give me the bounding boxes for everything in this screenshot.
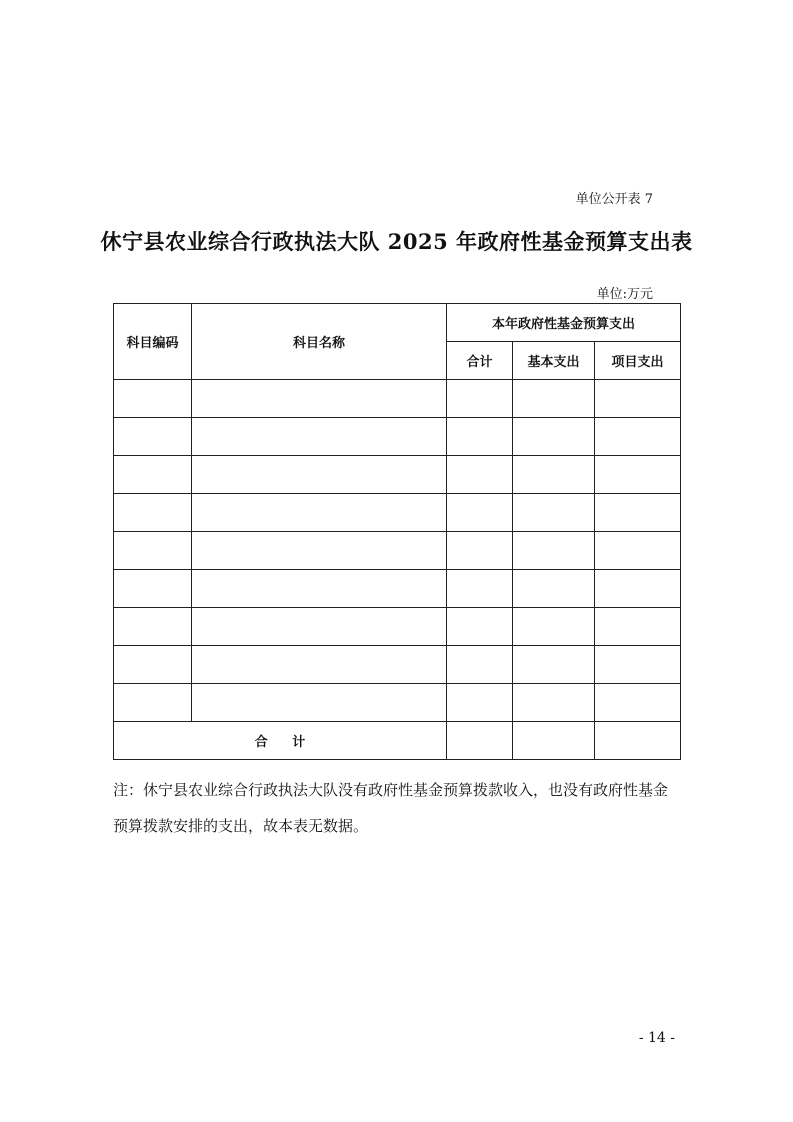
table-row [114,608,681,646]
table-cell [192,684,447,722]
header-basic: 基本支出 [513,342,595,380]
table-cell [114,418,192,456]
table-cell [513,608,595,646]
table-cell [447,570,513,608]
document-title: 休宁县农业综合行政执法大队 2025 年政府性基金预算支出表 [100,229,693,254]
table-cell [447,380,513,418]
table-row [114,418,681,456]
table-cell [513,418,595,456]
table-note: 注：休宁县农业综合行政执法大队没有政府性基金预算拨款收入，也没有政府性基金预算拨款安排的支出，故本表无数据。 [113,781,669,835]
table-cell [114,494,192,532]
table-cell [513,646,595,684]
budget-table [113,303,681,760]
table-row [114,646,681,684]
header-name: 科目名称 [192,304,447,380]
table-cell [114,608,192,646]
table-cell [114,646,192,684]
table-row [114,684,681,722]
table-cell [447,532,513,570]
table-cell [595,418,681,456]
table-cell [114,684,192,722]
table-cell [513,380,595,418]
table-row [114,532,681,570]
table-cell [595,380,681,418]
table-cell [447,646,513,684]
table-cell [447,608,513,646]
table-cell [192,646,447,684]
table-header-row [114,304,681,342]
table-cell [447,418,513,456]
table-cell [513,532,595,570]
page-number: - 14 - [638,1030,675,1046]
table-cell [595,722,681,760]
header-total: 合计 [447,342,513,380]
table-cell [192,494,447,532]
table-cell [114,380,192,418]
table-cell [447,684,513,722]
table-cell [513,456,595,494]
table-cell [595,456,681,494]
table-row [114,570,681,608]
table-cell [192,570,447,608]
table-row [114,456,681,494]
header-project: 项目支出 [595,342,681,380]
table-cell [192,380,447,418]
table-row [114,380,681,418]
table-cell [595,532,681,570]
sum-label: 合 计 [114,722,447,760]
table-cell [192,532,447,570]
table-cell [513,684,595,722]
table-cell [595,684,681,722]
table-cell [513,494,595,532]
table-cell [595,608,681,646]
table-cell [447,722,513,760]
table-row [114,494,681,532]
table-sum-row [114,722,681,760]
table-cell [192,608,447,646]
table-cell [114,570,192,608]
header-code: 科目编码 [114,304,192,380]
table-cell [513,722,595,760]
table-cell [114,456,192,494]
table-cell [595,570,681,608]
table-cell [595,646,681,684]
header-group: 本年政府性基金预算支出 [447,304,681,342]
table-cell [192,456,447,494]
unit-label: 单位:万元 [596,287,653,302]
table-cell [447,494,513,532]
table-label: 单位公开表 7 [575,192,653,207]
table-cell [192,418,447,456]
table-cell [595,494,681,532]
table-cell [513,570,595,608]
table-cell [114,532,192,570]
table-cell [447,456,513,494]
